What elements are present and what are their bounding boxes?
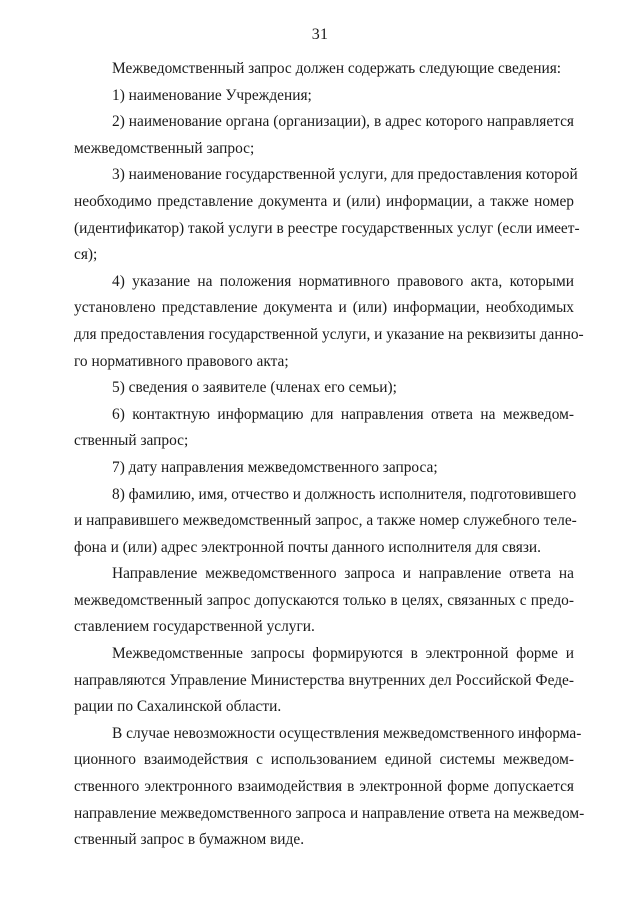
list-item-7 [74,455,574,482]
text-line: го нормативного правового акта; [74,352,289,370]
text-line: для предоставления государственной услуги, и указание на реквизиты данно- [74,325,584,343]
text-line: ственный запрос; [74,432,189,450]
paragraph-paper-form [74,721,585,854]
text-line: ственного электронного взаимодействия в электронной форме допускается [74,778,574,796]
text-line: 3) наименование государственной услуги, для предоставления которой [112,166,578,184]
document-body [74,56,585,854]
text-line: межведомственный запрос; [74,139,255,157]
text-line: 2) наименование органа (организации), в адрес которого направляется [112,113,574,131]
text-line: 4) указание на положения нормативного правового акта, которыми [112,272,574,290]
text-line: 5) сведения о заявителе (членах его семьи); [112,379,397,397]
list-item-3 [74,162,580,268]
text-line: ся); [74,246,98,264]
list-item-4 [74,269,584,375]
list-item-6 [74,402,574,455]
text-line: направление межведомственного запроса и направление ответа на межведом- [74,804,585,822]
text-line: Межведомственные запросы формируются в электронной форме и [112,645,574,663]
text-line: рации по Сахалинской области. [74,698,282,716]
text-line: (идентификатор) такой услуги в реестре государственных услуг (если имеет- [74,219,580,237]
text-line: и направившего межведомственный запрос, а также номер служебного теле- [74,512,577,530]
text-line: 7) дату направления межведомственного запроса; [112,458,438,476]
list-item-5 [74,375,574,402]
text-line: необходимо представление документа и (или) информации, а также номер [74,192,574,210]
list-item-2 [74,109,574,162]
list-item-1 [74,83,574,110]
text-line: ставлением государственной услуги. [74,618,315,636]
text-line: Направление межведомственного запроса и направление ответа на [112,565,574,583]
text-line: направляются Управление Министерства внутренних дел Российской Феде- [74,671,574,689]
text-line: В случае невозможности осуществления межведомственного информа- [112,724,582,742]
list-item-8 [74,482,577,562]
paragraph-intro [74,56,574,83]
text-line: ственный запрос в бумажном виде. [74,831,305,849]
text-line: установлено представление документа и (или) информации, необходимых [74,299,574,317]
paragraph-purpose [74,561,574,641]
page-number: 31 [311,26,329,43]
text-line: 8) фамилию, имя, отчество и должность исполнителя, подготовившего [112,485,577,503]
text-line: межведомственный запрос допускаются только в целях, связанных с предо- [74,591,574,609]
text-line: 6) контактную информацию для направления ответа на межведом- [112,405,574,423]
text-line: фона и (или) адрес электронной почты данного исполнителя для связи. [74,538,542,556]
text-line: 1) наименование Учреждения; [112,86,312,104]
paragraph-electronic-form [74,641,574,721]
text-line: Межведомственный запрос должен содержать следующие сведения: [112,60,562,77]
text-line: ционного взаимодействия с использованием единой системы межведом- [74,751,574,769]
